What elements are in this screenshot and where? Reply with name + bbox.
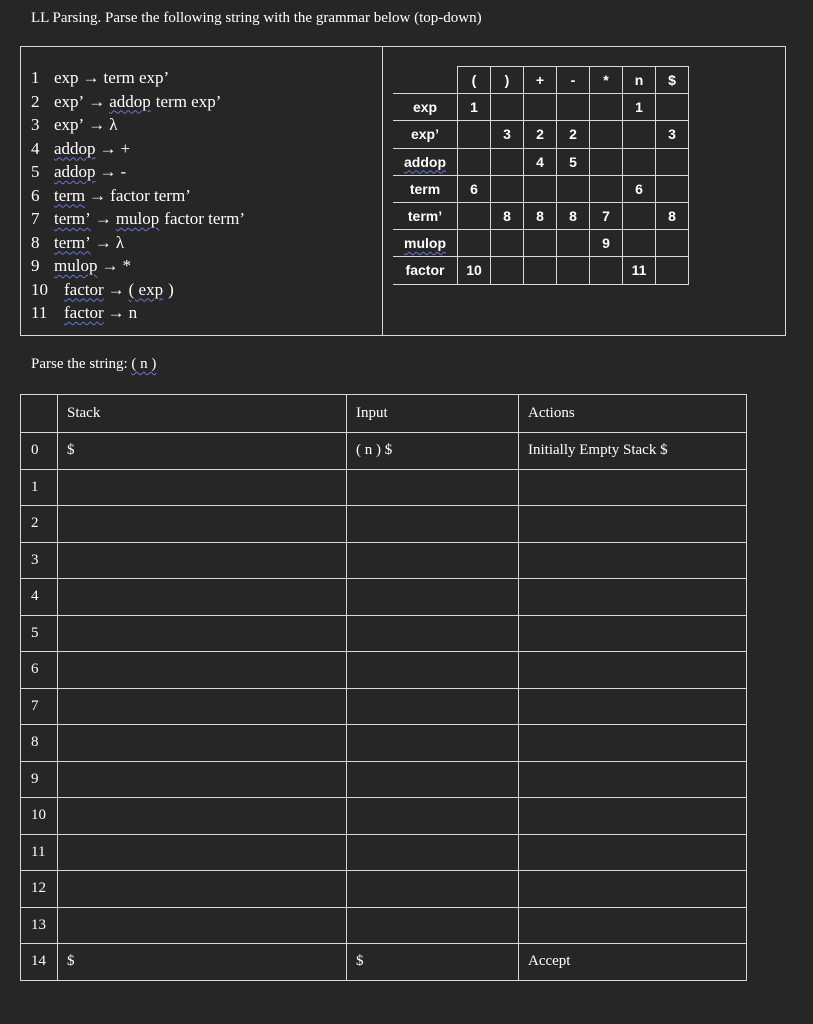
table-row xyxy=(393,94,689,121)
step-number-text: 6 xyxy=(31,661,39,678)
step-number xyxy=(21,907,58,944)
table-row xyxy=(393,148,689,175)
table-cell: 5 xyxy=(557,148,590,175)
input-cell[interactable] xyxy=(347,834,519,871)
table-row xyxy=(21,506,747,543)
nonterminal-text: factor xyxy=(405,262,445,279)
step-number xyxy=(21,761,58,798)
action-cell[interactable] xyxy=(519,652,747,689)
table-cell: 6 xyxy=(623,175,656,202)
arrow-icon: → xyxy=(107,279,125,299)
rule-rhs: λ xyxy=(115,232,125,252)
table-cell: 11 xyxy=(623,257,656,284)
table-cell: 2 xyxy=(524,121,557,148)
step-number-text: 9 xyxy=(31,770,39,787)
table-row xyxy=(21,761,747,798)
stack-cell[interactable] xyxy=(58,907,347,944)
nonterminal-text: mulop xyxy=(404,235,446,252)
terminal-header: * xyxy=(590,67,623,94)
input-cell[interactable] xyxy=(347,433,519,470)
rule-number: 11 xyxy=(31,303,48,322)
table-cell xyxy=(458,121,491,148)
box-divider xyxy=(382,46,383,336)
input-cell[interactable] xyxy=(347,542,519,579)
rule-number: 8 xyxy=(31,232,40,252)
input-cell[interactable] xyxy=(347,615,519,652)
table-cell: 8 xyxy=(491,202,524,229)
stack-cell[interactable] xyxy=(58,688,347,725)
arrow-icon: → xyxy=(101,256,119,275)
table-row xyxy=(21,944,747,981)
action-cell[interactable] xyxy=(519,798,747,835)
nonterminal-text: term’ xyxy=(407,208,443,225)
action-cell[interactable] xyxy=(519,506,747,543)
table-cell: 8 xyxy=(557,202,590,229)
action-cell[interactable] xyxy=(519,542,747,579)
nonterminal-label xyxy=(393,94,458,121)
arrow-icon: → xyxy=(94,209,112,228)
terminal-header: ) xyxy=(491,67,524,94)
table-cell xyxy=(656,94,689,121)
input-cell[interactable] xyxy=(347,725,519,762)
grammar-rule xyxy=(31,278,245,302)
table-cell xyxy=(557,94,590,121)
step-number xyxy=(21,725,58,762)
grammar-rule xyxy=(31,66,245,90)
stack-cell[interactable] xyxy=(58,506,347,543)
table-cell xyxy=(524,230,557,257)
action-cell[interactable] xyxy=(519,579,747,616)
parse-trace-table xyxy=(20,394,747,981)
terminal-header: ( xyxy=(458,67,491,94)
input-cell[interactable] xyxy=(347,798,519,835)
action-cell[interactable] xyxy=(519,761,747,798)
grammar-rule xyxy=(31,137,245,161)
step-number-text: 0 xyxy=(31,442,39,459)
stack-cell[interactable] xyxy=(58,469,347,506)
table-row xyxy=(393,202,689,229)
table-cell xyxy=(458,230,491,257)
stack-cell[interactable] xyxy=(58,433,347,470)
table-row xyxy=(21,798,747,835)
step-number-text: 10 xyxy=(31,807,46,824)
stack-cell[interactable] xyxy=(58,542,347,579)
table-row xyxy=(21,615,747,652)
table-cell xyxy=(524,257,557,284)
stack-cell[interactable] xyxy=(58,725,347,762)
parse-string: ( n ) xyxy=(131,356,157,372)
action-cell[interactable] xyxy=(519,834,747,871)
arrow-icon: → xyxy=(94,232,112,252)
arrow-icon: → xyxy=(82,68,100,87)
table-cell: 10 xyxy=(458,257,491,284)
table-cell xyxy=(524,94,557,121)
table-cell xyxy=(623,121,656,148)
rule-lhs: mulop xyxy=(54,256,98,275)
table-cell xyxy=(590,175,623,202)
arrow-icon: → xyxy=(88,115,106,134)
rule-rhs-symbol: mulop xyxy=(115,209,160,228)
rule-lhs: factor xyxy=(64,279,104,299)
table-cell xyxy=(590,257,623,284)
step-number xyxy=(21,871,58,908)
table-cell xyxy=(656,175,689,202)
rule-number: 2 xyxy=(31,91,40,111)
action-cell[interactable] xyxy=(519,725,747,762)
arrow-icon: → xyxy=(99,138,117,158)
table-row xyxy=(21,725,747,762)
ll-parse-table xyxy=(393,66,689,285)
action-cell[interactable] xyxy=(519,907,747,944)
rule-lhs: factor xyxy=(64,303,104,322)
stack-cell-text: $ xyxy=(67,953,75,970)
step-number-text: 4 xyxy=(31,588,39,605)
stack-cell[interactable] xyxy=(58,652,347,689)
input-cell[interactable] xyxy=(347,469,519,506)
table-cell xyxy=(557,230,590,257)
nonterminal-text: term xyxy=(409,180,441,197)
arrow-icon: → xyxy=(89,185,107,205)
nonterminal-text: exp xyxy=(412,99,438,116)
table-row xyxy=(393,257,689,284)
stack-cell-text: $ xyxy=(67,442,75,459)
table-cell xyxy=(458,148,491,175)
table-row xyxy=(21,907,747,944)
rule-number: 3 xyxy=(31,115,40,134)
grammar-rule xyxy=(31,301,245,325)
table-cell xyxy=(623,230,656,257)
rule-number: 7 xyxy=(31,209,40,228)
table-cell xyxy=(458,202,491,229)
table-cell xyxy=(491,230,524,257)
action-cell[interactable] xyxy=(519,469,747,506)
rule-lhs: term’ xyxy=(54,232,91,252)
nonterminal-label xyxy=(393,257,458,284)
input-cell[interactable] xyxy=(347,871,519,908)
nonterminal-label xyxy=(393,230,458,257)
step-number-text: 2 xyxy=(31,515,39,532)
table-cell xyxy=(491,94,524,121)
table-cell: 7 xyxy=(590,202,623,229)
grammar-rule xyxy=(31,90,245,114)
nonterminal-label xyxy=(393,202,458,229)
grammar-rule xyxy=(31,207,245,231)
table-header-row xyxy=(21,395,747,433)
grammar-rule xyxy=(31,113,245,137)
step-number xyxy=(21,579,58,616)
nonterminal-text: exp’ xyxy=(410,126,439,143)
table-cell: 1 xyxy=(623,94,656,121)
stack-cell[interactable] xyxy=(58,834,347,871)
stack-cell[interactable] xyxy=(58,615,347,652)
step-number xyxy=(21,652,58,689)
rule-number: 4 xyxy=(31,138,40,158)
rule-rhs-symbol: addop xyxy=(109,91,151,111)
rule-rhs: - xyxy=(120,162,127,181)
table-row xyxy=(21,871,747,908)
rule-rhs: + xyxy=(120,138,131,158)
step-number-text: 13 xyxy=(31,916,46,933)
table-row xyxy=(21,834,747,871)
table-cell: 3 xyxy=(656,121,689,148)
rule-rhs-symbol: ( exp xyxy=(128,279,164,299)
input-cell[interactable] xyxy=(347,652,519,689)
table-cell xyxy=(656,230,689,257)
stack-cell[interactable] xyxy=(58,579,347,616)
table-row xyxy=(393,175,689,202)
input-cell-text: ( n ) $ xyxy=(356,442,393,459)
rule-lhs: addop xyxy=(54,138,96,158)
rule-rhs: * xyxy=(122,256,131,275)
input-cell[interactable] xyxy=(347,506,519,543)
terminal-header: n xyxy=(623,67,656,94)
rule-rhs: factor term’ xyxy=(110,185,191,205)
step-number xyxy=(21,506,58,543)
input-cell[interactable] xyxy=(347,907,519,944)
step-number-text: 5 xyxy=(31,624,39,641)
terminal-header: $ xyxy=(656,67,689,94)
table-cell xyxy=(623,202,656,229)
grammar-rule xyxy=(31,184,245,208)
step-number xyxy=(21,834,58,871)
action-cell[interactable] xyxy=(519,615,747,652)
stack-cell[interactable] xyxy=(58,944,347,981)
table-cell xyxy=(623,148,656,175)
stack-cell[interactable] xyxy=(58,761,347,798)
table-row xyxy=(21,542,747,579)
nonterminal-label xyxy=(393,148,458,175)
page-title: LL Parsing. Parse the following string with the grammar below (top-down) xyxy=(31,10,482,26)
step-number-text: 11 xyxy=(31,843,46,860)
stack-cell[interactable] xyxy=(58,798,347,835)
action-cell[interactable] xyxy=(519,688,747,725)
table-row xyxy=(21,652,747,689)
rule-lhs: term xyxy=(54,185,86,205)
table-cell xyxy=(590,148,623,175)
step-number xyxy=(21,798,58,835)
step-number xyxy=(21,944,58,981)
nonterminal-label xyxy=(393,121,458,148)
rule-rhs: factor term’ xyxy=(164,209,245,228)
arrow-icon: → xyxy=(88,91,106,111)
table-cell: 8 xyxy=(524,202,557,229)
input-cell[interactable] xyxy=(347,688,519,725)
rule-lhs: exp xyxy=(54,68,79,87)
column-header: Input xyxy=(347,395,519,433)
table-cell xyxy=(590,94,623,121)
table-cell xyxy=(656,257,689,284)
step-number-text: 14 xyxy=(31,953,46,970)
table-corner xyxy=(393,67,458,94)
step-number-text: 3 xyxy=(31,551,39,568)
input-cell[interactable] xyxy=(347,761,519,798)
table-cell xyxy=(656,148,689,175)
table-cell: 8 xyxy=(656,202,689,229)
table-cell: 4 xyxy=(524,148,557,175)
grammar-rules xyxy=(31,66,245,325)
terminal-header: + xyxy=(524,67,557,94)
input-cell[interactable] xyxy=(347,579,519,616)
action-cell[interactable] xyxy=(519,433,747,470)
column-header: Stack xyxy=(58,395,347,433)
table-cell xyxy=(524,175,557,202)
table-cell xyxy=(590,121,623,148)
table-cell xyxy=(557,257,590,284)
arrow-icon: → xyxy=(99,162,117,181)
rule-number: 6 xyxy=(31,185,40,205)
nonterminal-text: addop xyxy=(404,153,446,170)
action-cell-text: Initially Empty Stack $ xyxy=(528,442,668,459)
terminal-header: - xyxy=(557,67,590,94)
rule-lhs: exp’ xyxy=(54,115,85,134)
table-row xyxy=(21,579,747,616)
table-row xyxy=(21,469,747,506)
table-cell xyxy=(491,175,524,202)
table-cell xyxy=(491,148,524,175)
step-number-text: 8 xyxy=(31,734,39,751)
table-cell: 1 xyxy=(458,94,491,121)
table-row xyxy=(393,230,689,257)
action-cell[interactable] xyxy=(519,944,747,981)
step-number-text: 1 xyxy=(31,478,39,495)
rule-rhs: n xyxy=(128,303,138,322)
rule-number: 9 xyxy=(31,256,40,275)
table-row xyxy=(21,433,747,470)
rule-number: 5 xyxy=(31,162,40,181)
rule-number: 1 xyxy=(31,68,40,87)
rule-rhs: term exp’ xyxy=(155,91,222,111)
input-cell[interactable] xyxy=(347,944,519,981)
table-row xyxy=(21,688,747,725)
step-number xyxy=(21,433,58,470)
table-cell: 2 xyxy=(557,121,590,148)
rule-number: 10 xyxy=(31,279,48,299)
rule-lhs: term’ xyxy=(54,209,91,228)
table-row xyxy=(393,121,689,148)
step-number xyxy=(21,615,58,652)
parse-string-line xyxy=(31,356,156,373)
action-cell-text: Accept xyxy=(528,953,571,970)
table-cell xyxy=(491,257,524,284)
step-number-text: 7 xyxy=(31,697,39,714)
column-header xyxy=(21,395,58,433)
rule-rhs: λ xyxy=(109,115,118,134)
step-number xyxy=(21,542,58,579)
rule-rhs: term exp’ xyxy=(103,68,170,87)
stack-cell[interactable] xyxy=(58,871,347,908)
nonterminal-label xyxy=(393,175,458,202)
rule-lhs: exp’ xyxy=(54,91,85,111)
rule-lhs: addop xyxy=(54,162,96,181)
rule-rhs: ) xyxy=(168,279,174,299)
parse-label: Parse the string: xyxy=(31,356,128,372)
step-number-text: 12 xyxy=(31,880,46,897)
grammar-rule xyxy=(31,231,245,255)
column-header: Actions xyxy=(519,395,747,433)
table-cell: 9 xyxy=(590,230,623,257)
input-cell-text: $ xyxy=(356,953,364,970)
table-cell: 6 xyxy=(458,175,491,202)
table-cell xyxy=(557,175,590,202)
step-number xyxy=(21,469,58,506)
action-cell[interactable] xyxy=(519,871,747,908)
table-cell: 3 xyxy=(491,121,524,148)
arrow-icon: → xyxy=(107,303,125,322)
step-number xyxy=(21,688,58,725)
grammar-rule xyxy=(31,254,245,278)
grammar-rule xyxy=(31,160,245,184)
